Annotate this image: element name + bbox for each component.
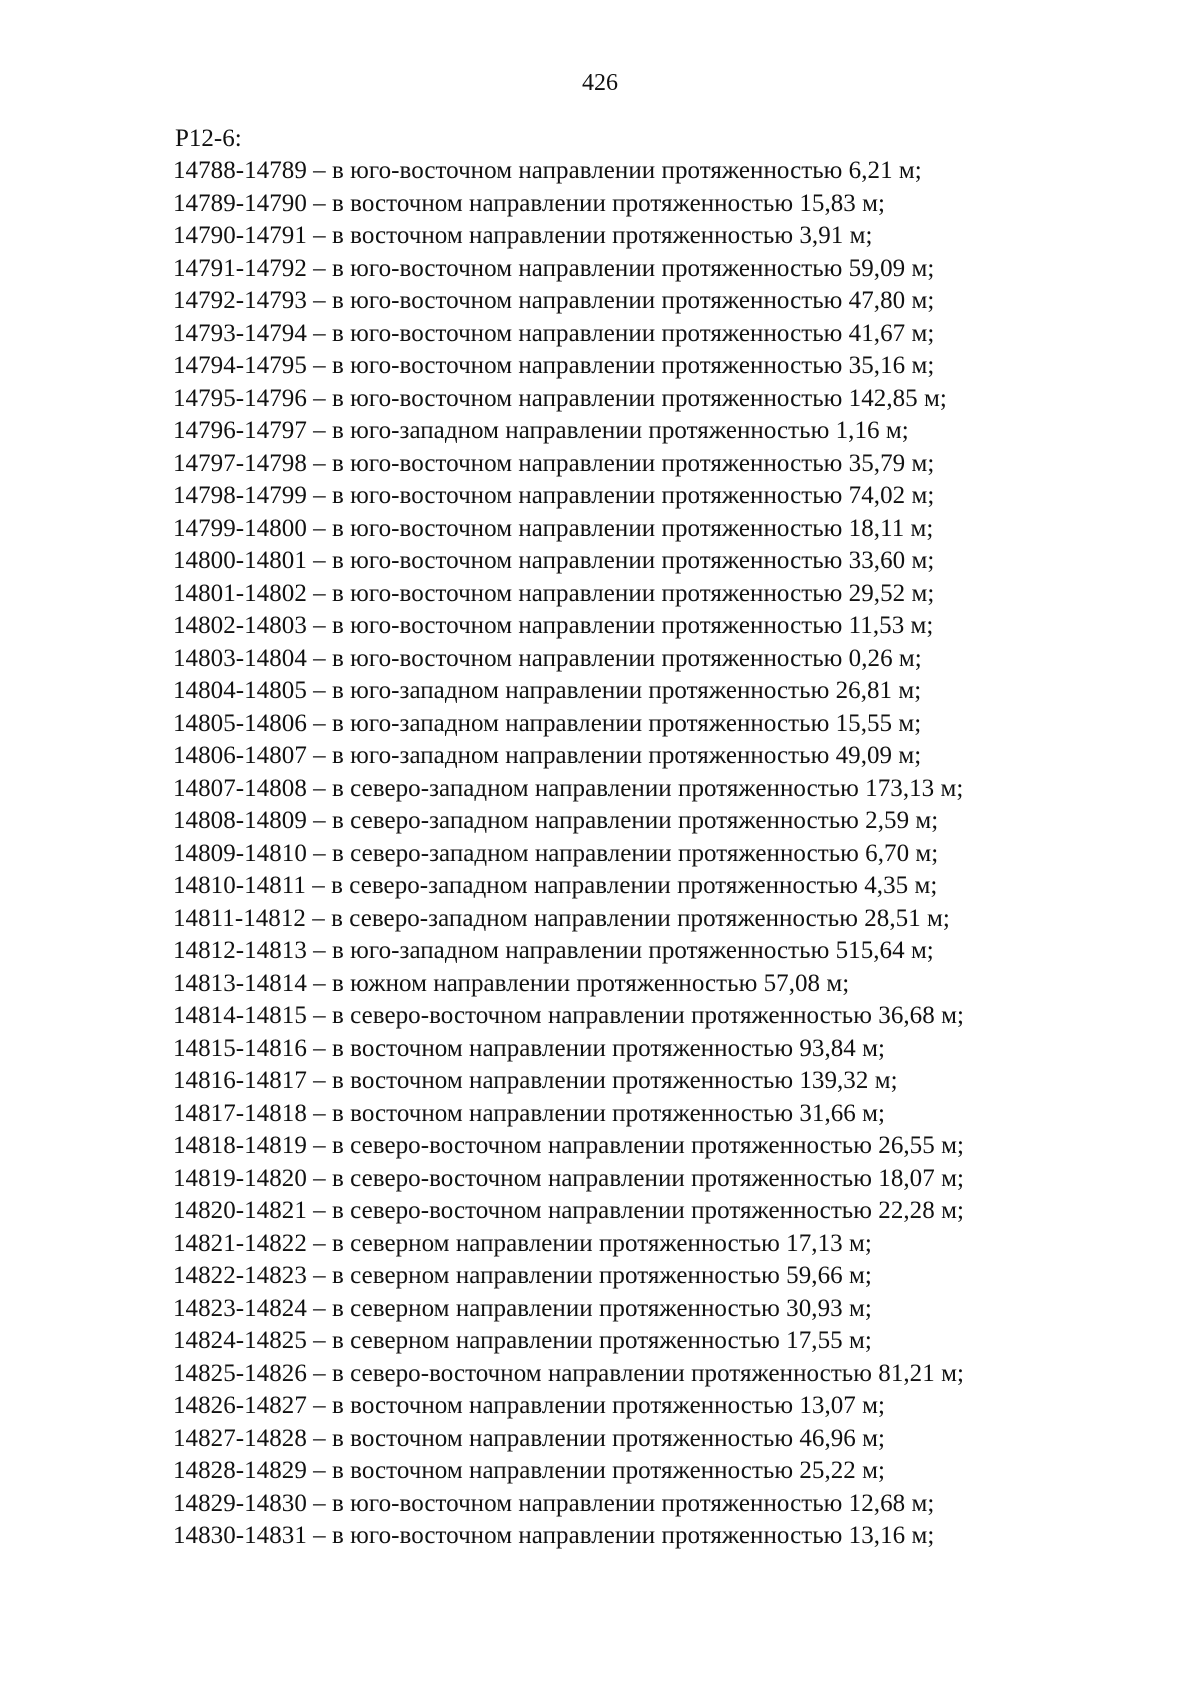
boundary-segment-line: 14817-14818 – в восточном направлении протяженностью 31,66 м; xyxy=(173,1099,886,1127)
boundary-segment-line: 14801-14802 – в юго-восточном направлении протяженностью 29,52 м; xyxy=(173,579,935,607)
boundary-segment-line: 14822-14823 – в северном направлении протяженностью 59,66 м; xyxy=(173,1262,872,1289)
boundary-segment-line: 14823-14824 – в северном направлении протяженностью 30,93 м; xyxy=(173,1294,872,1322)
boundary-segment-line: 14811-14812 – в северо-западном направлении протяженностью 28,51 м; xyxy=(173,904,950,932)
boundary-segment-line: 14798-14799 – в юго-восточном направлении протяженностью 74,02 м; xyxy=(173,482,935,509)
boundary-segment-line: 14793-14794 – в юго-восточном направлении протяженностью 41,67 м; xyxy=(173,319,935,347)
boundary-segment-line: 14820-14821 – в северо-восточном направлении протяженностью 22,28 м; xyxy=(173,1197,964,1224)
boundary-segment-line: 14821-14822 – в северном направлении протяженностью 17,13 м; xyxy=(173,1229,872,1257)
boundary-segment-line: 14796-14797 – в юго-западном направлении протяженностью 1,16 м; xyxy=(173,417,909,444)
section-label: Р12-6: xyxy=(175,125,242,152)
boundary-segment-line: 14810-14811 – в северо-западном направлении протяженностью 4,35 м; xyxy=(173,872,938,899)
boundary-segment-line: 14816-14817 – в восточном направлении протяженностью 139,32 м; xyxy=(173,1067,898,1094)
boundary-segment-line: 14802-14803 – в юго-восточном направлении протяженностью 11,53 м; xyxy=(173,612,934,639)
boundary-segment-line: 14803-14804 – в юго-восточном направлении протяженностью 0,26 м; xyxy=(173,644,922,672)
boundary-segment-line: 14824-14825 – в северном направлении протяженностью 17,55 м; xyxy=(173,1327,872,1354)
boundary-segment-line: 14809-14810 – в северо-западном направлении протяженностью 6,70 м; xyxy=(173,839,939,867)
boundary-segment-line: 14829-14830 – в юго-восточном направлении протяженностью 12,68 м; xyxy=(173,1489,935,1517)
boundary-segment-line: 14797-14798 – в юго-восточном направлении протяженностью 35,79 м; xyxy=(173,449,935,477)
boundary-segment-line: 14814-14815 – в северо-восточном направлении протяженностью 36,68 м; xyxy=(173,1002,964,1029)
boundary-segment-line: 14827-14828 – в восточном направлении протяженностью 46,96 м; xyxy=(173,1424,886,1452)
boundary-segment-line: 14788-14789 – в юго-восточном направлении протяженностью 6,21 м; xyxy=(173,157,922,184)
boundary-segment-line: 14800-14801 – в юго-восточном направлении протяженностью 33,60 м; xyxy=(173,547,935,574)
boundary-segment-line: 14818-14819 – в северо-восточном направлении протяженностью 26,55 м; xyxy=(173,1132,964,1159)
boundary-segment-line: 14804-14805 – в юго-западном направлении протяженностью 26,81 м; xyxy=(173,677,922,704)
boundary-segment-line: 14792-14793 – в юго-восточном направлении протяженностью 47,80 м; xyxy=(173,287,935,314)
boundary-segment-line: 14795-14796 – в юго-восточном направлении протяженностью 142,85 м; xyxy=(173,384,947,412)
boundary-segment-line: 14828-14829 – в восточном направлении протяженностью 25,22 м; xyxy=(173,1457,886,1484)
boundary-segment-line: 14806-14807 – в юго-западном направлении протяженностью 49,09 м; xyxy=(173,742,922,769)
boundary-segment-line: 14813-14814 – в южном направлении протяженностью 57,08 м; xyxy=(173,969,850,997)
boundary-segment-line: 14825-14826 – в северо-восточном направлении протяженностью 81,21 м; xyxy=(173,1359,964,1387)
boundary-segment-line: 14808-14809 – в северо-западном направлении протяженностью 2,59 м; xyxy=(173,807,939,834)
boundary-segment-line: 14807-14808 – в северо-западном направлении протяженностью 173,13 м; xyxy=(173,774,964,802)
boundary-segment-line: 14805-14806 – в юго-западном направлении протяженностью 15,55 м; xyxy=(173,709,922,737)
boundary-segment-line: 14815-14816 – в восточном направлении протяженностью 93,84 м; xyxy=(173,1034,886,1062)
boundary-segment-line: 14830-14831 – в юго-восточном направлении протяженностью 13,16 м; xyxy=(173,1522,935,1549)
boundary-segment-line: 14791-14792 – в юго-восточном направлении протяженностью 59,09 м; xyxy=(173,254,935,282)
page-number: 426 xyxy=(582,70,618,96)
boundary-segment-line: 14812-14813 – в юго-западном направлении протяженностью 515,64 м; xyxy=(173,937,934,964)
boundary-segment-line: 14794-14795 – в юго-восточном направлении протяженностью 35,16 м; xyxy=(173,352,935,379)
boundary-segment-line: 14826-14827 – в восточном направлении протяженностью 13,07 м; xyxy=(173,1392,886,1419)
boundary-segment-line: 14790-14791 – в восточном направлении протяженностью 3,91 м; xyxy=(173,222,873,249)
boundary-segment-line: 14789-14790 – в восточном направлении протяженностью 15,83 м; xyxy=(173,189,886,217)
boundary-segment-line: 14799-14800 – в юго-восточном направлении протяженностью 18,11 м; xyxy=(173,514,934,542)
boundary-segment-list xyxy=(173,155,1133,1553)
boundary-segment-line: 14819-14820 – в северо-восточном направлении протяженностью 18,07 м; xyxy=(173,1164,964,1192)
